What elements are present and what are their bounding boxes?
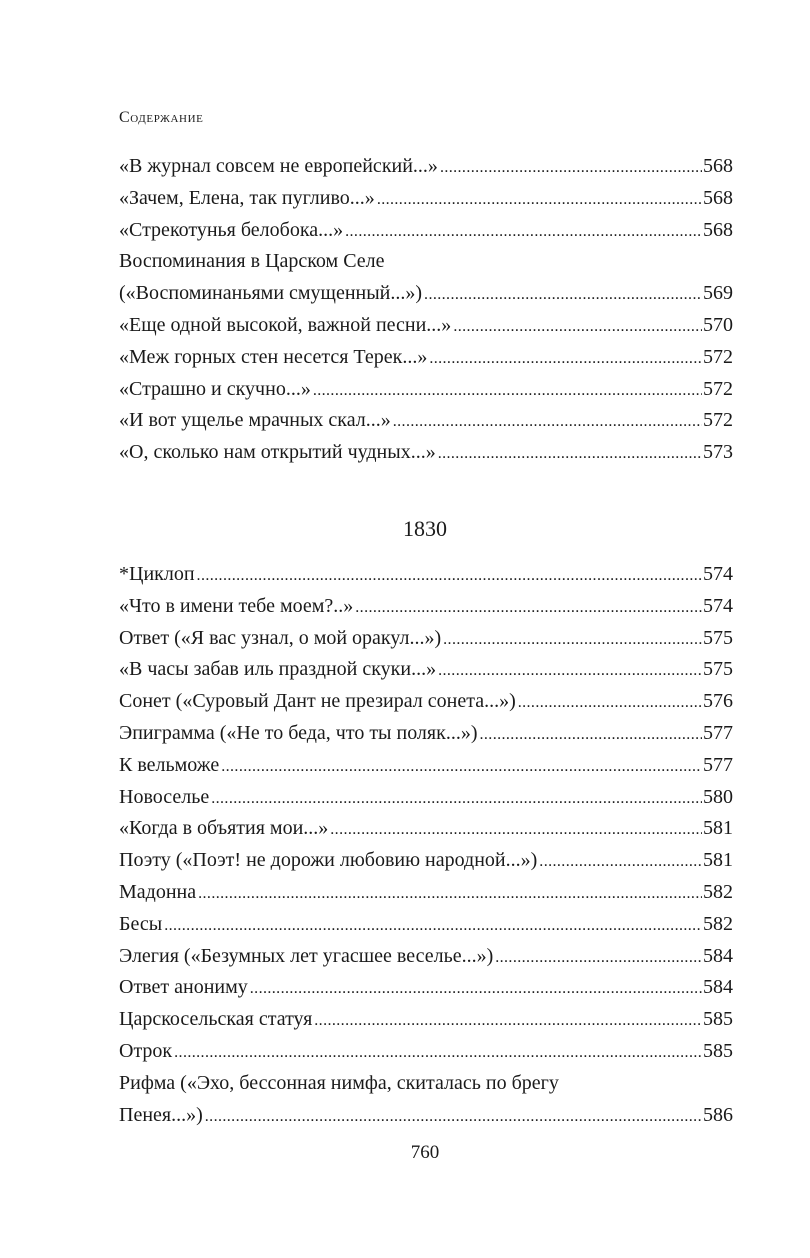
entry-page: 568 xyxy=(703,218,733,241)
entry-page: 574 xyxy=(703,594,733,617)
dot-leader xyxy=(314,1005,702,1036)
page-number: 760 xyxy=(410,1142,440,1163)
entry-title: «Еще одной высокой, важной песни...» xyxy=(119,313,452,336)
toc-entry[interactable] xyxy=(119,342,733,374)
entry-page: 577 xyxy=(703,753,733,776)
toc-section-2 xyxy=(119,559,733,1131)
dot-leader xyxy=(518,687,702,718)
toc-entry[interactable] xyxy=(119,845,733,877)
toc-entry[interactable] xyxy=(119,437,733,469)
dot-leader xyxy=(443,624,702,655)
entry-title-line[interactable]: Воспоминания в Царском Селе xyxy=(119,250,385,273)
toc-entry[interactable] xyxy=(119,151,733,183)
toc-entry[interactable] xyxy=(119,278,733,310)
dot-leader xyxy=(453,311,702,342)
toc-entry[interactable] xyxy=(119,718,733,750)
entry-page: 581 xyxy=(703,817,733,840)
entry-page: 569 xyxy=(703,282,733,305)
toc-entry[interactable] xyxy=(119,1100,733,1132)
entry-page: 573 xyxy=(703,441,733,464)
entry-page: 585 xyxy=(703,1008,733,1031)
dot-leader xyxy=(495,942,702,973)
entry-title: Царскосельская статуя xyxy=(119,1008,313,1031)
entry-title: «Зачем, Елена, так пугливо...» xyxy=(119,186,375,209)
entry-page: 568 xyxy=(703,186,733,209)
toc-entry[interactable] xyxy=(119,941,733,973)
toc-entry[interactable] xyxy=(119,591,733,623)
dot-leader xyxy=(250,973,702,1004)
dot-leader xyxy=(198,878,702,909)
toc-entry[interactable] xyxy=(119,623,733,655)
entry-title: Мадонна xyxy=(119,880,197,903)
running-head: Содержание xyxy=(119,109,204,126)
toc-entry[interactable] xyxy=(119,782,733,814)
toc-section-1 xyxy=(119,151,733,469)
entry-title: «О, сколько нам открытий чудных...» xyxy=(119,441,436,464)
toc-entry[interactable] xyxy=(119,405,733,437)
entry-title: «В часы забав иль праздной скуки...» xyxy=(119,658,437,681)
toc-entry[interactable] xyxy=(119,909,733,941)
entry-title: Сонет («Суровый Дант не презирал сонета...») xyxy=(119,690,516,713)
dot-leader xyxy=(221,751,702,782)
entry-page: 574 xyxy=(703,563,733,585)
dot-leader xyxy=(393,406,702,437)
toc-entry[interactable] xyxy=(119,183,733,215)
entry-page: 575 xyxy=(703,626,733,649)
toc-entry[interactable] xyxy=(119,686,733,718)
dot-leader xyxy=(211,783,702,814)
dot-leader xyxy=(313,375,702,406)
entry-title: «Что в имени тебе моем?..» xyxy=(119,594,354,617)
toc-entry[interactable] xyxy=(119,654,733,686)
entry-title: «Меж горных стен несется Терек...» xyxy=(119,345,428,368)
entry-title: Элегия («Безумных лет угасшее веселье...») xyxy=(119,944,494,967)
entry-title: «В журнал совсем не европейский...» xyxy=(119,155,438,177)
entry-title: *Циклоп xyxy=(119,563,195,585)
entry-page: 581 xyxy=(703,849,733,872)
toc-entry[interactable] xyxy=(119,559,733,591)
entry-page: 572 xyxy=(703,345,733,368)
entry-page: 577 xyxy=(703,721,733,744)
toc-entry[interactable] xyxy=(119,877,733,909)
entry-title: Ответ («Я вас узнал, о мой оракул...») xyxy=(119,626,442,649)
entry-title: «Стрекотунья белобока...» xyxy=(119,218,344,241)
entry-title: «Когда в объятия мои...» xyxy=(119,817,329,840)
entry-page: 568 xyxy=(703,155,733,177)
entry-title-line[interactable]: Рифма («Эхо, бессонная нимфа, скиталась по брегу xyxy=(119,1071,559,1094)
dot-leader xyxy=(197,560,702,591)
toc-entry[interactable] xyxy=(119,1004,733,1036)
toc-entry[interactable] xyxy=(119,1036,733,1068)
section-heading-year: 1830 xyxy=(403,516,447,541)
dot-leader xyxy=(174,1037,702,1068)
entry-title: («Воспоминаньями смущенный...») xyxy=(119,282,423,305)
entry-title: К вельможе xyxy=(119,753,220,776)
dot-leader xyxy=(424,279,702,310)
entry-page: 584 xyxy=(703,976,733,999)
entry-page: 582 xyxy=(703,912,733,935)
entry-title: Эпиграмма («Не то беда, что ты поляк...») xyxy=(119,721,478,744)
dot-leader xyxy=(539,846,702,877)
entry-page: 572 xyxy=(703,409,733,432)
dot-leader xyxy=(438,655,702,686)
entry-page: 584 xyxy=(703,944,733,967)
dot-leader xyxy=(205,1101,702,1132)
dot-leader xyxy=(438,438,702,469)
entry-title: Поэту («Поэт! не дорожи любовию народной...») xyxy=(119,849,538,872)
entry-page: 570 xyxy=(703,313,733,336)
dot-leader xyxy=(345,216,702,247)
entry-title: Пенея...») xyxy=(119,1103,203,1126)
dot-leader xyxy=(355,592,702,623)
dot-leader xyxy=(429,343,702,374)
entry-page: 580 xyxy=(703,785,733,808)
toc-entry[interactable] xyxy=(119,374,733,406)
dot-leader xyxy=(440,152,702,183)
entry-title: «И вот ущелье мрачных скал...» xyxy=(119,409,391,432)
toc-entry[interactable] xyxy=(119,813,733,845)
toc-entry[interactable] xyxy=(119,310,733,342)
entry-page: 582 xyxy=(703,880,733,903)
entry-title: Ответ анониму xyxy=(119,976,248,999)
entry-page: 575 xyxy=(703,658,733,681)
entry-page: 576 xyxy=(703,690,733,713)
entry-title: Новоселье xyxy=(119,785,210,808)
dot-leader xyxy=(480,719,703,750)
toc-entry[interactable] xyxy=(119,215,733,247)
dot-leader xyxy=(330,814,702,845)
entry-title: Отрок xyxy=(119,1039,173,1062)
dot-leader xyxy=(164,910,702,941)
entry-page: 585 xyxy=(703,1039,733,1062)
toc-entry[interactable] xyxy=(119,750,733,782)
toc-entry[interactable] xyxy=(119,972,733,1004)
dot-leader xyxy=(377,184,702,215)
entry-title: «Страшно и скучно...» xyxy=(119,377,311,400)
entry-page: 586 xyxy=(703,1103,733,1126)
entry-page: 572 xyxy=(703,377,733,400)
entry-title: Бесы xyxy=(119,912,163,935)
